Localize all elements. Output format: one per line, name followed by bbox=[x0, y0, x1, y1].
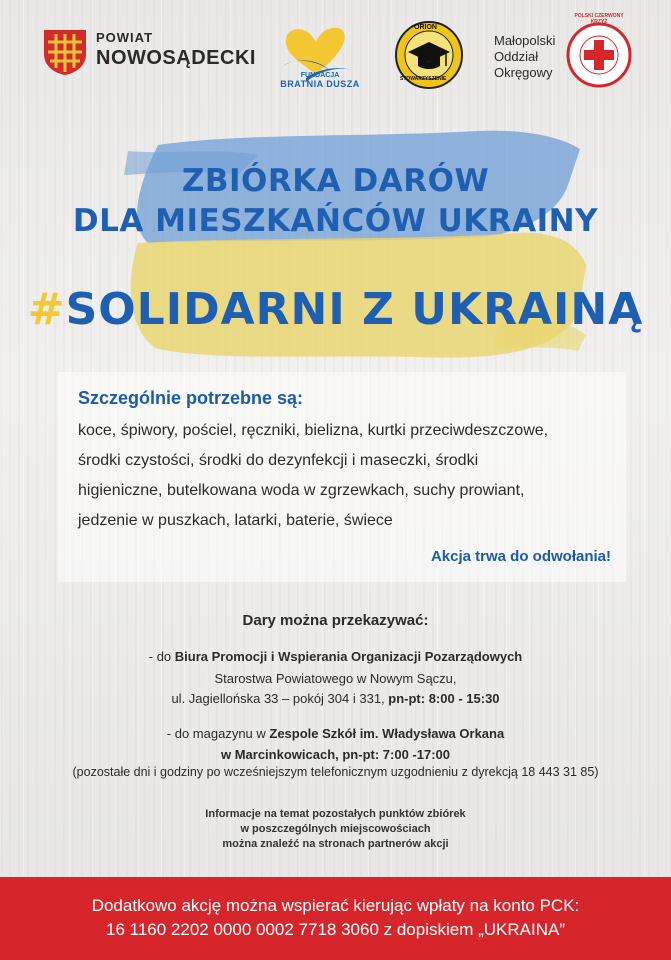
delivery-point-2-note: (pozostałe dni i godziny po wcześniejszym telefonicznym uzgodnieniu z dyrekcją 18 443 31 85) bbox=[72, 765, 599, 779]
needs-line: jedzenie w puszkach, latarki, baterie, świece bbox=[78, 512, 393, 529]
needs-line: higieniczne, butelkowana woda w zgrzewkach, suchy prowiant, bbox=[78, 482, 525, 499]
delivery-point-1-line-2: Starostwa Powiatowego w Nowym Sączu, bbox=[214, 671, 457, 686]
info-line-1: Informacje na temat pozostałych punktów zbiórek bbox=[205, 808, 466, 820]
pck-line-2: Oddział bbox=[494, 49, 539, 64]
bratnia-dusza-text bbox=[276, 72, 364, 89]
orion-bottom-text: STOWARZYSZENIE bbox=[400, 76, 447, 82]
needs-heading: Szczególnie potrzebne są: bbox=[78, 388, 304, 408]
powiat-name: NOWOSĄDECKI bbox=[96, 47, 256, 69]
pck-line-1: Małopolski bbox=[494, 33, 556, 48]
campaign-duration-note: Akcja trwa do odwołania! bbox=[430, 548, 611, 565]
fundacja-label: FUNDACJA bbox=[300, 72, 340, 79]
needs-line: środki czystości, środki do dezynfekcji i maseczki, środki bbox=[78, 452, 479, 469]
delivery-point-1 bbox=[0, 649, 671, 664]
partner-logos bbox=[0, 0, 671, 120]
pck-line-3: Okręgowy bbox=[494, 65, 553, 80]
delivery-point-2-location: w Marcinkowicach, pn-pt: 7:00 -17:00 bbox=[220, 747, 450, 762]
hashtag-text: SOLIDARNI Z UKRAINĄ bbox=[65, 284, 644, 335]
info-line-3: można znaleźć na stronach partnerów akcji bbox=[222, 838, 449, 850]
red-cross-icon bbox=[566, 22, 632, 88]
delivery-point-1-street: ul. Jagiellońska 33 – pokój 304 i 331, bbox=[171, 691, 389, 706]
headline-line-2: DLA MIESZKAŃCÓW UKRAINY bbox=[72, 203, 599, 239]
delivery-point-2-school: Zespole Szkół im. Władysława Orkana bbox=[269, 726, 505, 741]
powiat-label: POWIAT bbox=[96, 30, 154, 45]
needs-line: koce, śpiwory, pościel, ręczniki, bielizna, kurtki przeciwdeszczowe, bbox=[78, 422, 549, 439]
headline-line-1: ZBIÓRKA DARÓW bbox=[181, 163, 490, 199]
pck-ring-text: POLSKI CZERWONY KRZYŻ bbox=[574, 13, 624, 25]
delivery-point-1-office: Biura Promocji i Wspierania Organizacji Pozarządowych bbox=[174, 649, 523, 664]
delivery-point-2 bbox=[0, 726, 671, 741]
delivery-heading: Dary można przekazywać: bbox=[242, 612, 429, 629]
powiat-coat-of-arms-icon bbox=[42, 28, 88, 76]
hash-symbol: # bbox=[27, 284, 66, 335]
fundacja-name: BRATNIA DUSZA bbox=[280, 79, 360, 89]
bank-account-number: 16 1160 2202 0000 0002 7718 3060 z dopiskiem „UKRAINA” bbox=[106, 920, 565, 939]
footer-line-1: Dodatkowo akcję można wspierać kierując wpłaty na konto PCK: bbox=[91, 896, 580, 915]
delivery-point-2-prefix: - do magazynu w bbox=[166, 726, 270, 741]
delivery-point-1-prefix: - do bbox=[148, 649, 175, 664]
donation-footer bbox=[0, 877, 671, 960]
info-line-2: w poszczególnych miejscowościach bbox=[240, 823, 431, 835]
delivery-point-1-hours: pn-pt: 8:00 - 15:30 bbox=[388, 691, 500, 706]
pck-branch-text bbox=[494, 33, 555, 81]
headline-hashtag bbox=[0, 284, 671, 335]
delivery-point-1-address bbox=[0, 691, 671, 706]
powiat-logo-text bbox=[96, 30, 256, 70]
orion-top-text: ORION bbox=[414, 24, 437, 31]
